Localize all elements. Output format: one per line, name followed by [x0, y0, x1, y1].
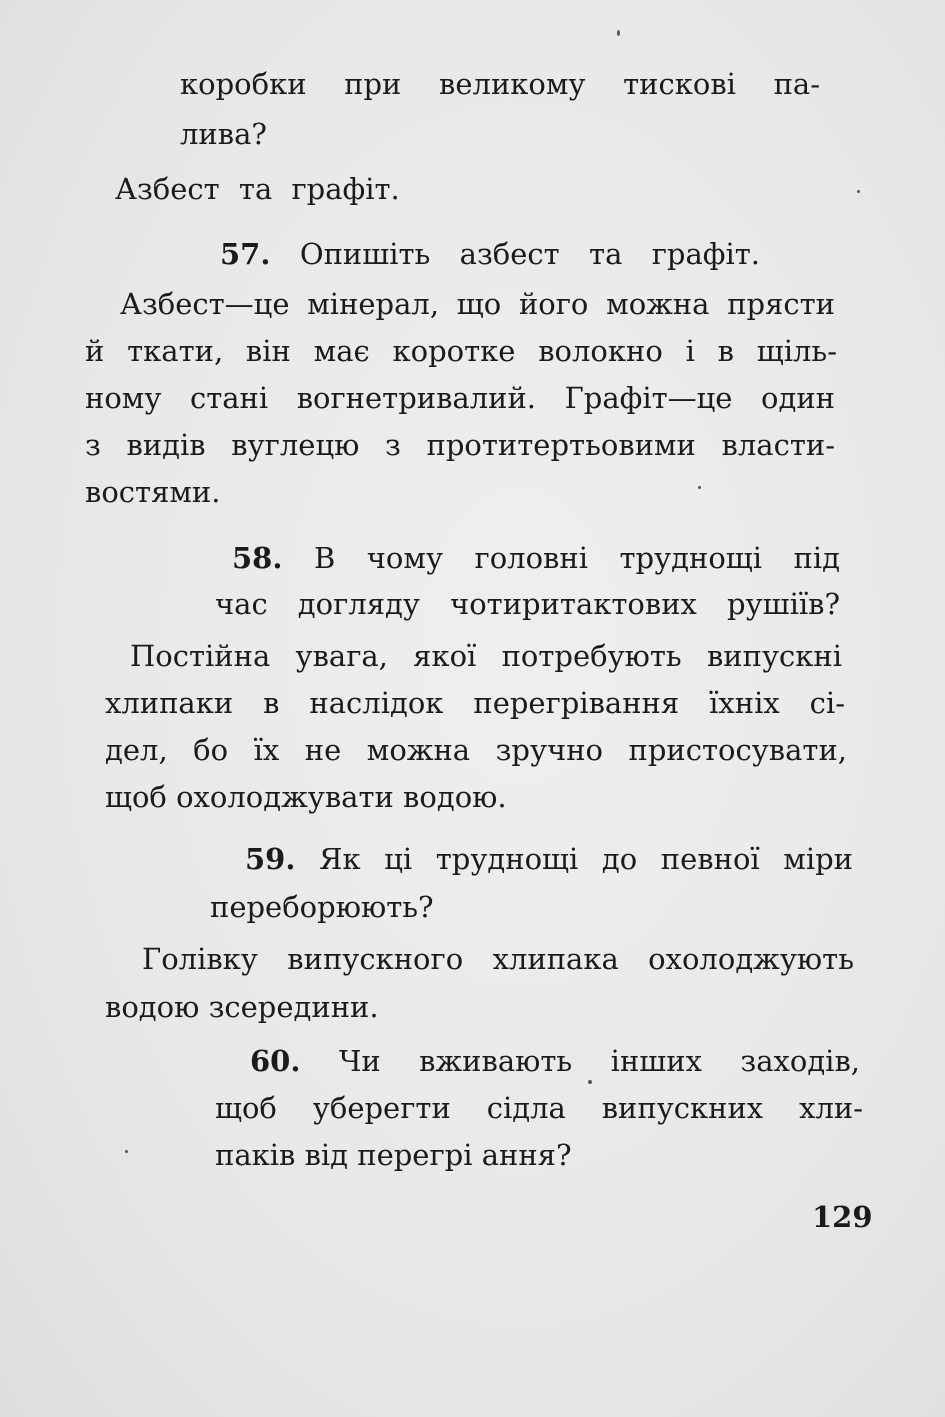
- answer-57-line-1: Азбест—це мінерал, що його можна прясти: [120, 287, 835, 321]
- print-speck: [617, 30, 620, 36]
- print-speck: [698, 486, 701, 489]
- answer-58-line-1: Постійна увага, якої потребують випускні: [130, 639, 842, 673]
- question-58-line-1: [232, 541, 840, 575]
- question-57-line-1: [220, 237, 760, 271]
- page-number: 129: [812, 1200, 873, 1234]
- answer-57-line-2: й ткати, він має коротке волокно і в щіль-: [85, 334, 837, 368]
- answer-57-line-3: ному стані вогнетривалий. Графіт—це один: [85, 381, 835, 415]
- question-number-60: 60.: [250, 1044, 301, 1078]
- print-speck: [857, 190, 860, 193]
- question-continuation-line-1: коробки при великому тискові па-: [180, 67, 820, 101]
- answer-58-line-3: дел, бо їх не можна зручно пристосувати,: [105, 733, 847, 767]
- answer-56: Азбест та графіт.: [115, 172, 400, 206]
- question-number-57: 57.: [220, 237, 271, 271]
- answer-59-line-2: водою зсередини.: [105, 990, 379, 1024]
- question-number-59: 59.: [245, 842, 296, 876]
- answer-57-line-4: з видів вуглецю з протитертьовими власти-: [85, 428, 835, 462]
- question-number-58: 58.: [232, 541, 283, 575]
- answer-59-line-1: Голівку випускного хлипака охолоджують: [142, 942, 854, 976]
- question-58-text-line-1: В чому головні труднощі під: [313, 541, 840, 575]
- answer-58-line-2: хлипаки в наслідок перегрівання їхніх сі-: [105, 686, 845, 720]
- question-57-text: Опишіть азбест та графіт.: [299, 237, 760, 271]
- question-58-line-2: час догляду чотиритактових рушіїв?: [215, 587, 840, 621]
- question-continuation-line-2: лива?: [180, 117, 267, 151]
- print-speck: [588, 1080, 592, 1084]
- question-60-text-line-1: Чи вживають інших заходів,: [338, 1044, 860, 1078]
- question-59-line-1: [245, 842, 853, 876]
- question-60-line-2: щоб уберегти сідла випускних хли-: [215, 1091, 863, 1125]
- question-60-line-1: [250, 1044, 860, 1078]
- print-speck: [125, 1150, 128, 1153]
- question-59-line-2: переборюють?: [210, 890, 434, 924]
- answer-57-line-5: востями.: [85, 475, 221, 509]
- question-59-text-line-1: Як ці труднощі до певної міри: [319, 842, 853, 876]
- question-60-line-3: паків від перегрі ання?: [215, 1138, 572, 1172]
- answer-58-line-4: щоб охолоджувати водою.: [105, 780, 507, 814]
